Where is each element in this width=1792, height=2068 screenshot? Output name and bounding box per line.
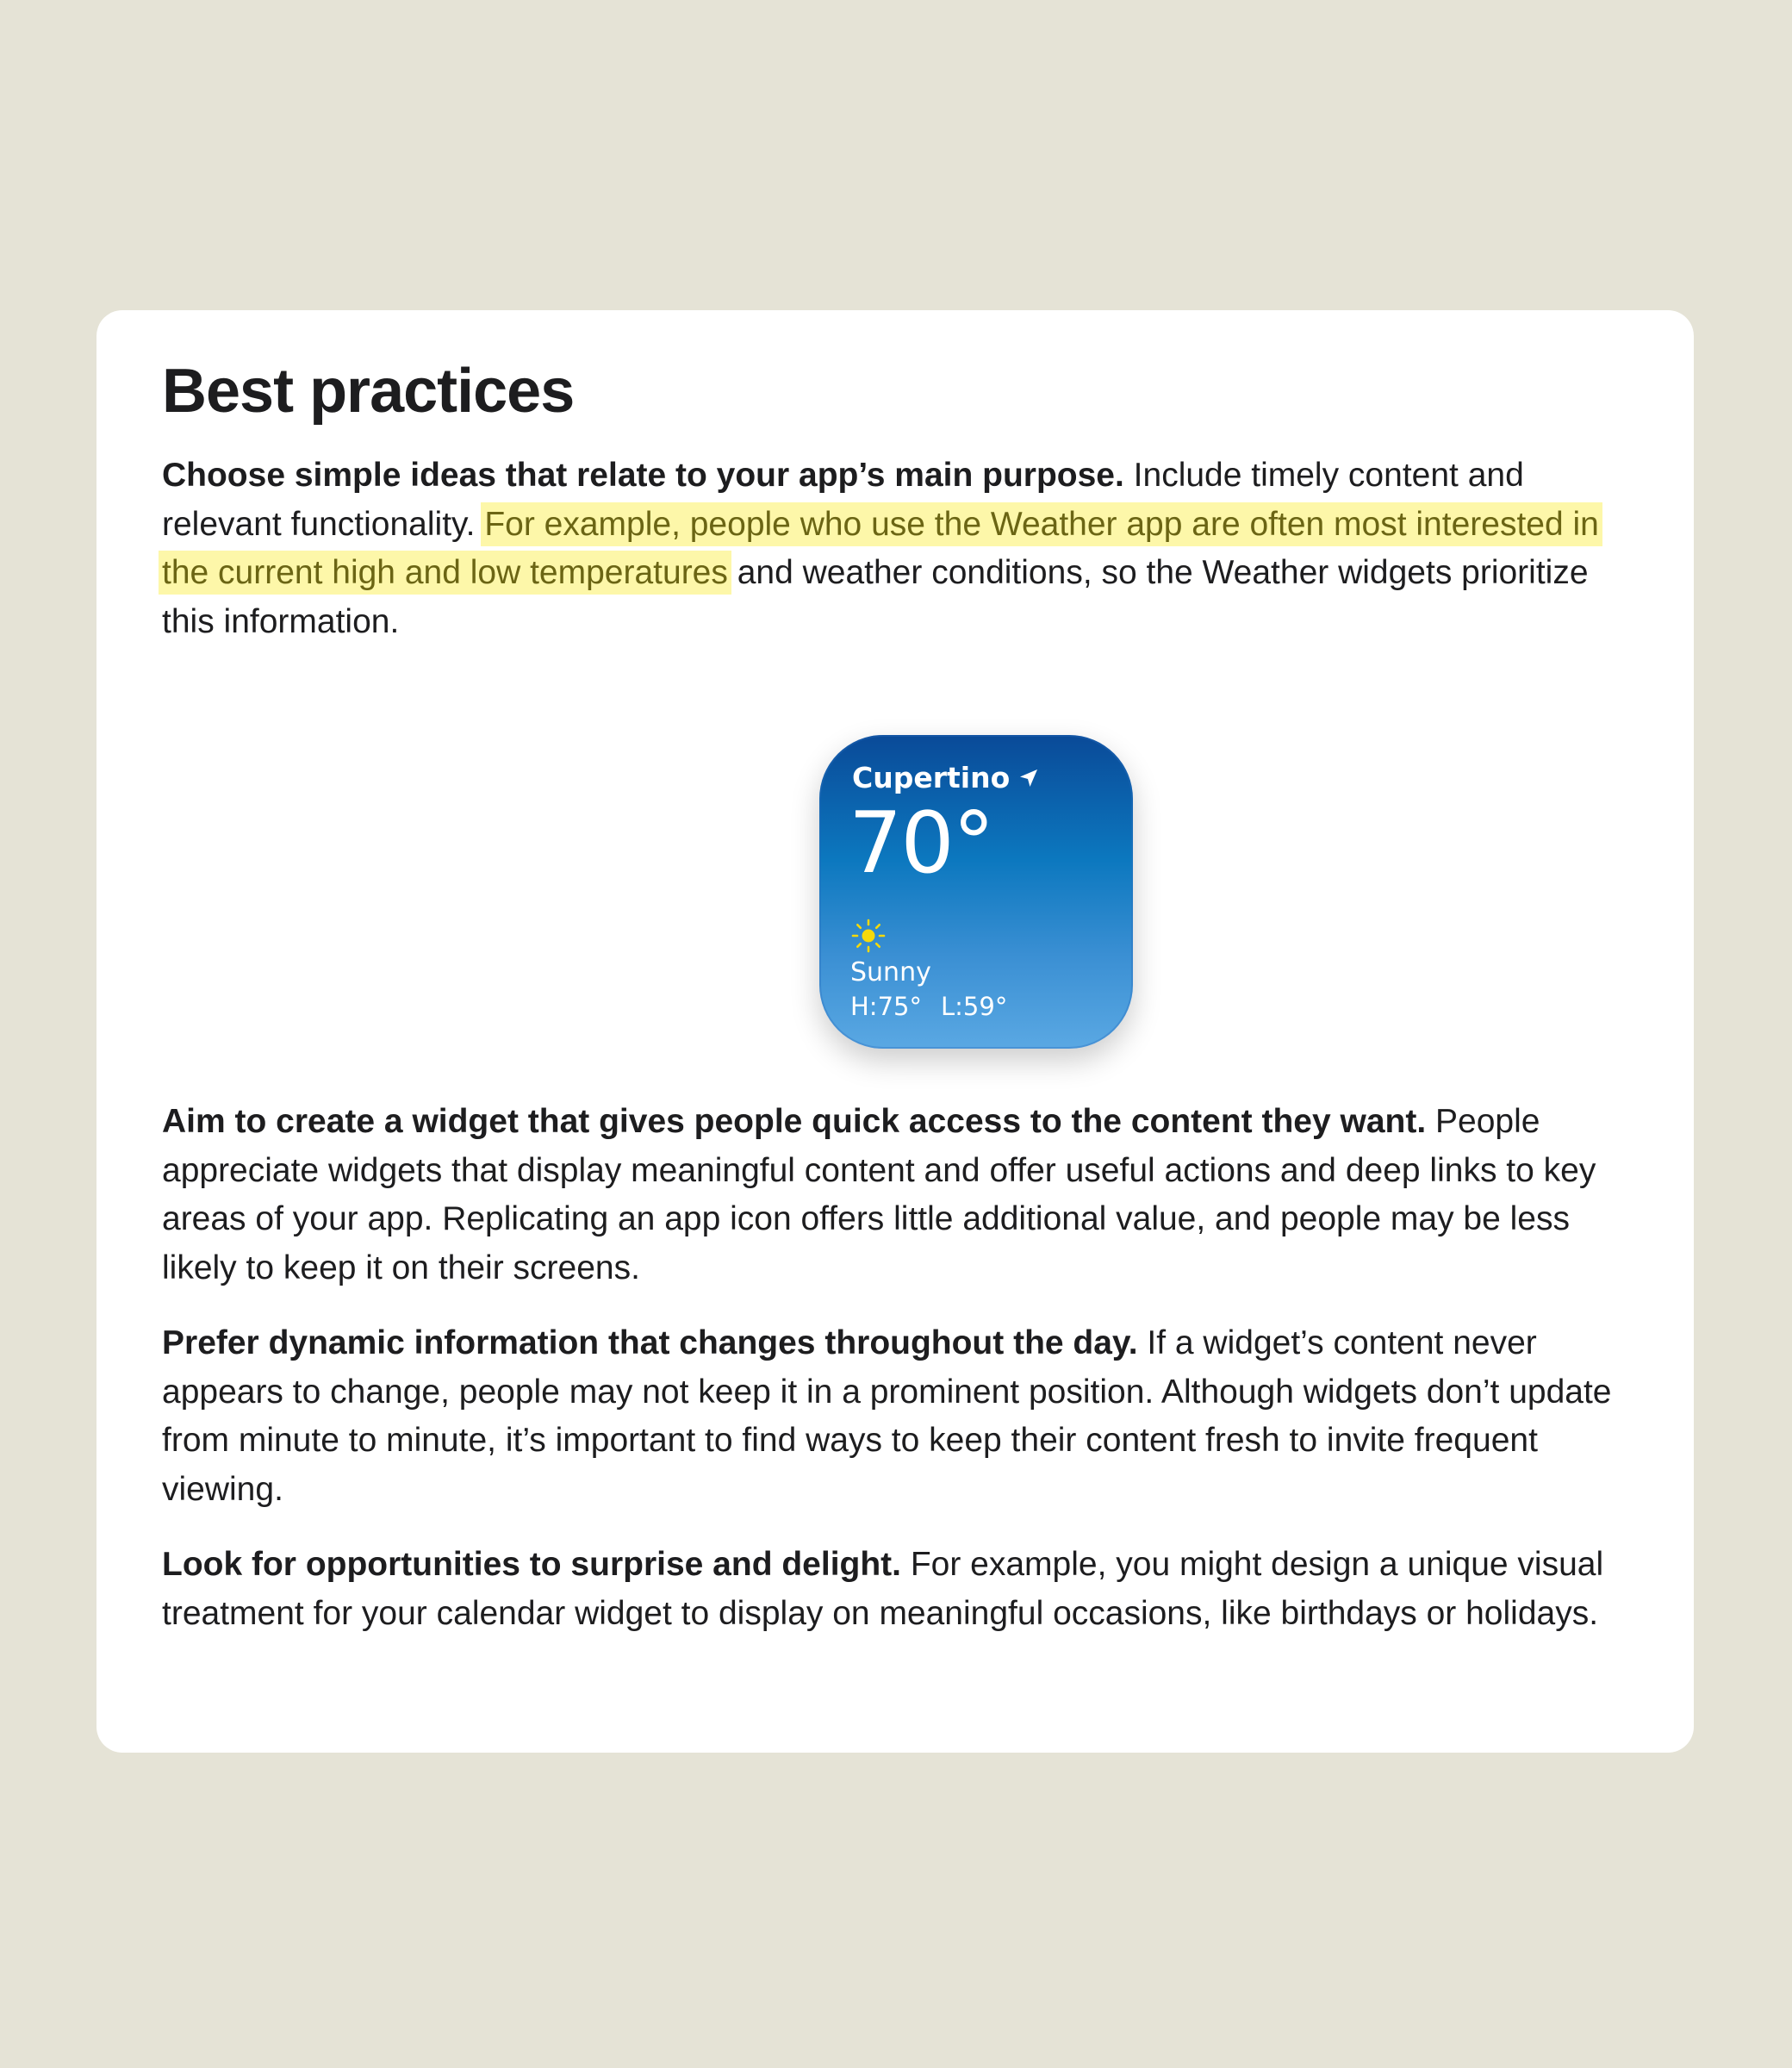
- paragraph-surprise-delight: [162, 1541, 1644, 1638]
- location-arrow-icon: [1018, 768, 1039, 788]
- paragraph-dynamic-info: [162, 1319, 1644, 1514]
- widget-low: L:59°: [940, 992, 1008, 1021]
- page-title: Best practices: [162, 357, 575, 426]
- widget-high: H:75°: [850, 992, 922, 1021]
- paragraph-text: If a widget’s content never appears to change, people may not keep it in a prominent position. Although widgets don’t update from minute to minute, it’s important to find ways to keep their content fresh to invite frequent viewing.: [162, 1324, 1612, 1508]
- paragraph-lead: Aim to create a widget that gives people quick access to the content they want.: [162, 1103, 1427, 1140]
- widget-condition: Sunny: [850, 957, 931, 987]
- paragraph-text: For example, you might design a unique visual treatment for your calendar widget to display on meaningful occasions, like birthdays or holidays.: [162, 1546, 1604, 1632]
- highlighted-text: For example, people who use the Weather app are often most interested in the current high and low temperatures: [159, 502, 1602, 595]
- paragraph-lead: Look for opportunities to surprise and delight.: [162, 1546, 901, 1583]
- paragraph-text: Include timely content and relevant functionality.: [162, 457, 1524, 543]
- paragraph-text: and weather conditions, so the Weather widgets prioritize this information.: [162, 554, 1589, 640]
- paragraph-lead: Prefer dynamic information that changes throughout the day.: [162, 1324, 1138, 1361]
- content-card: [96, 310, 1694, 1753]
- paragraph-lead: Choose simple ideas that relate to your app’s main purpose.: [162, 457, 1124, 494]
- widget-city: Cupertino: [852, 761, 1011, 794]
- paragraph-text: People appreciate widgets that display meaningful content and offer useful actions and deep links to key areas of your app. Replicating an app icon offers little additional value, and people may be less likely to keep it on their screens.: [162, 1103, 1596, 1286]
- widget-temperature: 70°: [849, 794, 993, 893]
- paragraph-quick-access: [162, 1098, 1644, 1292]
- weather-widget: [819, 735, 1133, 1049]
- paragraph-simple-ideas: [162, 452, 1644, 646]
- weather-widget-figure: [162, 646, 1644, 1098]
- widget-city-row: [852, 761, 1039, 794]
- widget-high-low: [850, 990, 1007, 1023]
- sun-icon: [851, 919, 886, 953]
